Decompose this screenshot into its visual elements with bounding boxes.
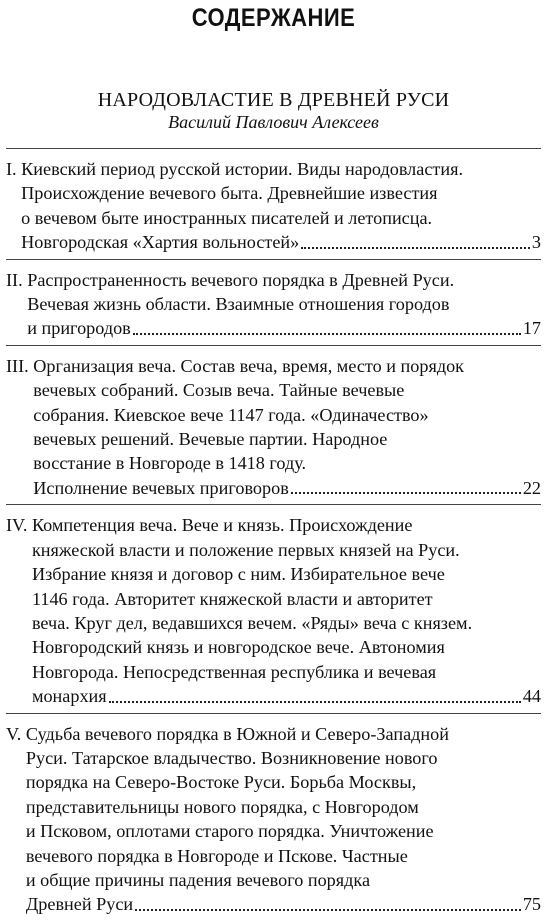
dot-leader xyxy=(291,492,521,494)
dot-leader xyxy=(301,247,530,249)
toc-entry-line: Новгородский князь и новгородское вече. Автономия xyxy=(31,637,445,658)
toc-entry[interactable] xyxy=(6,148,541,259)
toc-entry[interactable] xyxy=(6,259,541,345)
toc-entry-last-text: монархия xyxy=(31,686,107,707)
toc-entry-line: Организация веча. Состав веча, время, место и порядок xyxy=(33,355,465,376)
toc-entry[interactable] xyxy=(6,504,541,712)
toc-entry-body xyxy=(33,354,541,500)
toc-entry-body xyxy=(21,157,541,255)
dot-leader xyxy=(135,909,521,911)
section-title: НАРОДОВЛАСТИЕ В ДРЕВНЕЙ РУСИ xyxy=(97,89,450,111)
toc-entry-last-line xyxy=(26,892,541,916)
toc-entry-line: Новгорода. Непосредственная республика и вечевая xyxy=(31,661,437,682)
toc-entry-line: Компетенция веча. Вече и князь. Происхождение xyxy=(31,515,413,536)
toc-entry-line: Киевский период русской истории. Виды народовластия. xyxy=(21,159,464,179)
toc-entry-last-text: Новгородская «Хартия вольностей» xyxy=(21,232,300,253)
toc-entry-number: I. xyxy=(6,159,17,179)
toc-entry-last-line xyxy=(32,684,541,708)
toc-entry-last-line xyxy=(27,316,541,340)
toc-entry-page-number: 17 xyxy=(522,318,541,339)
toc-entry-body xyxy=(26,722,541,917)
toc-entry-line: княжеской власти и положение первых князей на Руси. xyxy=(31,539,460,560)
toc-entry-line: и общие причины падения вечевого порядка xyxy=(25,869,371,890)
toc-entry-page-number: 44 xyxy=(522,686,541,707)
toc-entry-last-text: и пригородов xyxy=(27,318,131,339)
toc-entry-page-number: 75 xyxy=(522,894,541,915)
toc-entry-line: собрания. Киевское вече 1147 года. «Одиначество» xyxy=(33,404,429,425)
dot-leader xyxy=(109,701,521,703)
toc-list xyxy=(6,148,541,921)
toc-entry-line: восстание в Новгороде в 1418 году. xyxy=(33,453,307,474)
toc-entry-line: вечевого порядка в Новгороде и Пскове. Частные xyxy=(25,845,408,866)
toc-entry[interactable] xyxy=(6,713,541,921)
toc-entry-last-text: Исполнение вечевых приговоров xyxy=(33,477,289,498)
toc-entry-body xyxy=(27,268,541,341)
toc-entry-last-line xyxy=(21,230,541,254)
toc-entry-line: Избрание князя и договор с ним. Избирательное вече xyxy=(31,564,445,585)
toc-entry-number: II. xyxy=(6,269,23,290)
toc-entry-number: IV. xyxy=(6,515,28,536)
toc-entry-line: Руси. Татарское владычество. Возникновение нового xyxy=(25,747,438,768)
toc-entry-number: III. xyxy=(6,355,29,376)
dot-leader xyxy=(133,333,521,335)
toc-entry-line: порядка на Северо-Востоке Руси. Борьба Москвы, xyxy=(25,772,417,793)
toc-entry-line: Вечевая жизнь области. Взаимные отношения городов xyxy=(27,294,450,315)
toc-entry-line: вечевых решений. Вечевые партии. Народное xyxy=(33,429,388,450)
toc-entry-page-number: 22 xyxy=(522,477,541,498)
section-author: Василий Павлович Алексеев xyxy=(168,112,379,132)
toc-entry-line: Распространенность вечевого порядка в Древней Руси. xyxy=(27,269,455,290)
toc-entry-line: 1146 года. Авторитет княжеской власти и авторитет xyxy=(31,588,433,609)
toc-entry-line: и Псковом, оплотами старого порядка. Уничтожение xyxy=(25,821,434,842)
toc-entry-number: V. xyxy=(6,723,22,744)
toc-entry-last-line xyxy=(33,476,541,500)
toc-entry-last-text: Древней Руси xyxy=(25,894,134,915)
toc-entry-page-number: 3 xyxy=(531,232,541,253)
toc-entry-line: представительницы нового порядка, с Новгородом xyxy=(25,796,419,817)
toc-entry[interactable] xyxy=(6,345,541,504)
toc-entry-line: Судьба вечевого порядка в Южной и Северо-Западной xyxy=(25,723,449,744)
toc-entry-body xyxy=(32,513,541,708)
toc-entry-line: вечевых собраний. Созыв веча. Тайные вечевые xyxy=(33,380,405,401)
toc-entry-line: о вечевом быте иностранных писателей и летописца. xyxy=(21,207,433,228)
toc-entry-line: Происхождение вечевого быта. Древнейшие известия xyxy=(21,183,438,204)
toc-entry-line: веча. Круг дел, ведавшихся вечем. «Ряды» веча с князем. xyxy=(31,612,473,633)
contents-page xyxy=(0,4,549,915)
page-heading: СОДЕРЖАНИЕ xyxy=(191,4,356,32)
